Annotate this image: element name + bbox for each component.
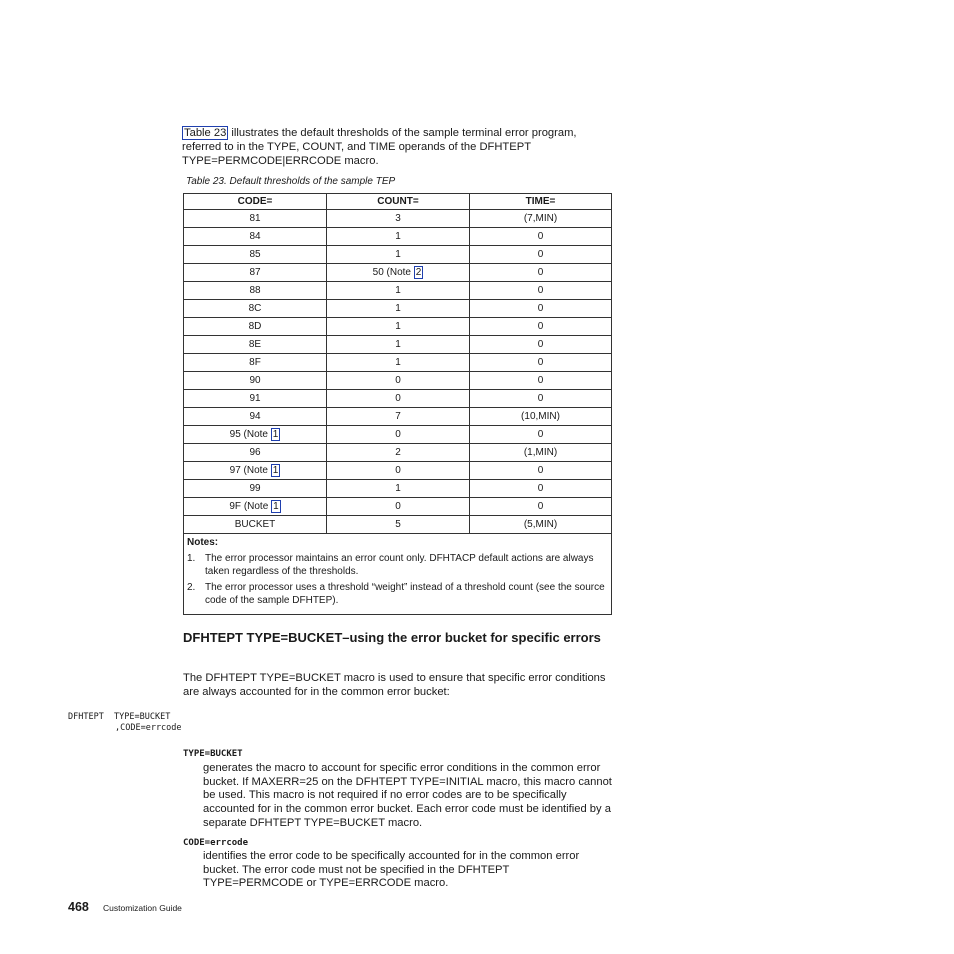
cell-code (184, 246, 327, 264)
cell-code (184, 336, 327, 354)
cell-count-text: 50 (Note (372, 267, 414, 278)
cell-time-text: 0 (537, 393, 544, 404)
table-row (184, 462, 612, 480)
cell-code-text: 8F (249, 357, 261, 368)
table-23-link[interactable]: Table 23 (184, 127, 227, 139)
cell-code (184, 318, 327, 336)
cell-count-text: 1 (395, 231, 401, 242)
cell-code-text: 95 (Note (229, 429, 271, 440)
cell-code-text: 96 (249, 447, 261, 458)
table-row (184, 408, 612, 426)
cell-count (327, 390, 470, 408)
cell-count (327, 372, 470, 390)
cell-time-text: 0 (537, 465, 544, 476)
cell-time-text: 0 (537, 231, 544, 242)
cell-time (470, 300, 612, 318)
table-row (184, 228, 612, 246)
cell-count-text: 0 (395, 465, 401, 476)
definition-code-errcode: identifies the error code to be specifically accounted for in the common error bucket. The error code must not be specified in the DFHTEPT TYPE=PERMCODE or TYPE=ERRCODE macro. (203, 850, 580, 890)
note-number: 1. (187, 553, 196, 564)
cell-code (184, 498, 327, 516)
cell-code (184, 282, 327, 300)
cell-time-text: 0 (537, 357, 544, 368)
notes-cell (184, 534, 612, 615)
note-text: The error processor uses a threshold “weight” instead of a threshold count (see the source code of the sample DFHTEP). (205, 582, 605, 606)
note-link[interactable]: 1 (272, 429, 279, 440)
cell-count (327, 318, 470, 336)
cell-count-text: 5 (395, 519, 401, 530)
cell-time-text: 0 (537, 285, 544, 296)
cell-code-text: 88 (249, 285, 261, 296)
table-row (184, 318, 612, 336)
code-line-2: ,CODE=errcode (115, 723, 182, 733)
cell-code (184, 354, 327, 372)
cell-code-text: 8D (248, 321, 262, 332)
cell-time-text: (5,MIN) (523, 519, 558, 530)
cell-count (327, 228, 470, 246)
cell-count (327, 264, 470, 282)
table-row (184, 372, 612, 390)
cell-time-text: 0 (537, 375, 544, 386)
cell-time (470, 444, 612, 462)
cell-count (327, 408, 470, 426)
cell-time-text: 0 (537, 267, 544, 278)
note-text: The error processor maintains an error count only. DFHTACP default actions are always taken regardless of the thresholds. (205, 553, 594, 577)
cell-code-text: 85 (249, 249, 261, 260)
table-header-row (184, 194, 612, 210)
thresholds-table (183, 193, 612, 615)
cell-time-text: 0 (537, 249, 544, 260)
cell-count (327, 498, 470, 516)
cell-count (327, 516, 470, 534)
cell-code (184, 426, 327, 444)
cell-count (327, 300, 470, 318)
cell-count (327, 480, 470, 498)
cell-count-text: 1 (395, 321, 401, 332)
header-time: TIME= (470, 194, 612, 210)
note-item (187, 553, 608, 578)
section-heading: DFHTEPT TYPE=BUCKET–using the error bucket for specific errors (183, 630, 601, 645)
cell-time-text: 0 (537, 339, 544, 350)
cell-count (327, 462, 470, 480)
cell-time-text: 0 (537, 501, 544, 512)
cell-code-text: 8C (248, 303, 262, 314)
table-row (184, 246, 612, 264)
cell-code (184, 264, 327, 282)
cell-time (470, 498, 612, 516)
table-row (184, 264, 612, 282)
cell-count-text: 1 (395, 303, 401, 314)
cell-time (470, 336, 612, 354)
table-row (184, 480, 612, 498)
note-number: 2. (187, 582, 196, 593)
note-link[interactable]: 1 (272, 465, 279, 476)
cell-time (470, 462, 612, 480)
cell-time (470, 408, 612, 426)
cell-count (327, 282, 470, 300)
cell-count (327, 210, 470, 228)
cell-time-text: 0 (537, 321, 544, 332)
cell-code-text: 8E (248, 339, 262, 350)
notes-row (184, 534, 612, 615)
cell-code (184, 516, 327, 534)
cell-code-text: 90 (249, 375, 261, 386)
cell-time (470, 318, 612, 336)
cell-time (470, 264, 612, 282)
cell-count-text: 1 (395, 249, 401, 260)
cell-count-text: 0 (395, 501, 401, 512)
note-link[interactable]: 1 (273, 501, 279, 512)
page-number: 468 (68, 900, 89, 914)
cell-code (184, 408, 327, 426)
cell-code (184, 210, 327, 228)
cell-count-text: 2 (395, 447, 401, 458)
note-item (187, 582, 608, 607)
cell-code (184, 480, 327, 498)
cell-time (470, 228, 612, 246)
cell-count-text: 1 (395, 285, 401, 296)
notes-title: Notes: (187, 537, 219, 548)
table-row (184, 354, 612, 372)
header-code: CODE= (184, 194, 327, 210)
cell-code-text: 91 (249, 393, 261, 404)
cell-count (327, 444, 470, 462)
cell-code (184, 462, 327, 480)
table-row (184, 300, 612, 318)
cell-count-text: 0 (395, 429, 401, 440)
cell-count-text: 1 (395, 357, 401, 368)
cell-count (327, 354, 470, 372)
cell-count-text: 1 (395, 483, 401, 494)
table-row (184, 336, 612, 354)
intro-text: illustrates the default thresholds of the sample terminal error program, referred to in the TYPE, COUNT, and TIME operands of the DFHTEPT TYPE=PERMCODE|ERRCODE macro. (182, 127, 577, 167)
table-row (184, 444, 612, 462)
cell-time (470, 480, 612, 498)
term-type-bucket: TYPE=BUCKET (183, 749, 243, 759)
cell-code-text: 94 (249, 411, 261, 422)
table-row (184, 426, 612, 444)
note-link[interactable]: 2 (415, 267, 422, 278)
cell-time-text: (7,MIN) (523, 213, 558, 224)
cell-time (470, 516, 612, 534)
book-title: Customization Guide (103, 903, 182, 913)
table-row (184, 498, 612, 516)
cell-code (184, 372, 327, 390)
cell-code-text: 87 (249, 267, 261, 278)
section-paragraph: The DFHTEPT TYPE=BUCKET macro is used to ensure that specific error conditions are always accounted for in the common error bucket: (183, 672, 606, 698)
cell-count (327, 246, 470, 264)
cell-time (470, 246, 612, 264)
cell-code (184, 228, 327, 246)
cell-code-text: 84 (249, 231, 261, 242)
table-row (184, 210, 612, 228)
cell-time (470, 390, 612, 408)
cell-time (470, 426, 612, 444)
term-code-errcode: CODE=errcode (183, 838, 249, 848)
code-line-1: DFHTEPT TYPE=BUCKET (68, 712, 171, 722)
cell-count-text: 7 (395, 411, 401, 422)
cell-time (470, 372, 612, 390)
cell-time-text: 0 (537, 483, 544, 494)
cell-count-text: 0 (395, 393, 401, 404)
cell-code-text: 81 (249, 213, 261, 224)
cell-time-text: 0 (537, 303, 544, 314)
cell-count-text: 3 (395, 213, 401, 224)
table-row (184, 390, 612, 408)
intro-paragraph (182, 126, 612, 168)
cell-count (327, 426, 470, 444)
cell-code (184, 390, 327, 408)
cell-code (184, 444, 327, 462)
cell-code-text: 9F (Note (229, 501, 272, 512)
cell-code (184, 300, 327, 318)
table-row (184, 282, 612, 300)
cell-code-text: 99 (249, 483, 261, 494)
cell-count (327, 336, 470, 354)
cell-time (470, 282, 612, 300)
cell-code-text: BUCKET (234, 519, 276, 530)
cell-time-text: (10,MIN) (521, 411, 560, 422)
cell-time-text: 0 (537, 429, 544, 440)
table-caption: Table 23. Default thresholds of the sample TEP (186, 176, 396, 187)
cell-count-text: 0 (395, 375, 401, 386)
definition-type-bucket: generates the macro to account for specific error conditions in the common error bucket. If MAXERR=25 on the DFHTEPT TYPE=INITIAL macro, this macro cannot be used. This macro is not required if no error codes are to be specifically accounted for in the common error bucket. Each error code must be identified by a separate DFHTEPT TYPE=BUCKET macro. (203, 762, 612, 829)
cell-count-text: 1 (395, 339, 401, 350)
cell-time-text: (1,MIN) (523, 447, 558, 458)
cell-code-text: 97 (Note (229, 465, 271, 476)
cell-time (470, 210, 612, 228)
cell-time (470, 354, 612, 372)
table-row (184, 516, 612, 534)
header-count: COUNT= (327, 194, 470, 210)
